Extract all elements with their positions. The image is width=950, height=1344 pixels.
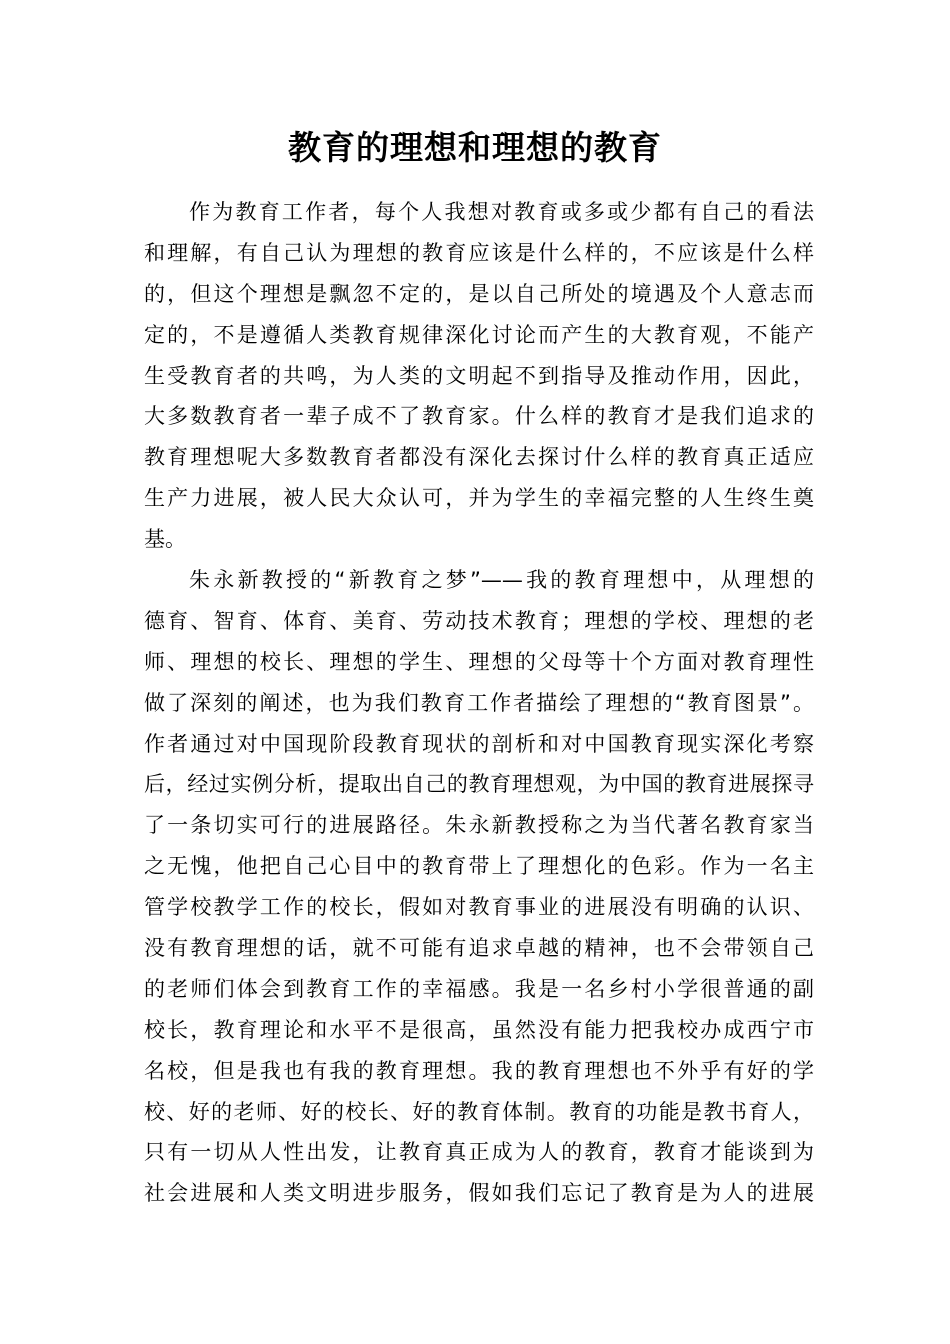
body-line: 作为教育工作者，每个人我想对教育或多或少都有自己的看法 — [189, 200, 814, 224]
body-line: 校、好的老师、好的校长、好的教育体制。教育的功能是教书育人， — [144, 1099, 814, 1124]
body-line: 教育理想呢大多数教育者都没有深化去探讨什么样的教育真正适应 — [144, 445, 814, 470]
body-line: 大多数教育者一辈子成不了教育家。什么样的教育才是我们追求的 — [144, 404, 814, 429]
body-line: 的，但这个理想是飘忽不定的，是以自己所处的境遇及个人意志而 — [144, 281, 814, 306]
body-line: 之无愧，他把自己心目中的教育带上了理想化的色彩。作为一名主 — [144, 854, 814, 879]
body-line: 作者通过对中国现阶段教育现状的剖析和对中国教育现实深化考察 — [144, 731, 814, 756]
body-line: 管学校教学工作的校长，假如对教育事业的进展没有明确的认识、 — [144, 895, 814, 920]
body-line: 名校，但是我也有我的教育理想。我的教育理想也不外乎有好的学 — [144, 1058, 814, 1083]
body-line: 朱永新教授的“新教育之梦”——我的教育理想中，从理想的 — [189, 568, 814, 593]
body-line: 德育、智育、体育、美育、劳动技术教育；理想的学校、理想的老 — [144, 608, 814, 633]
body-line: 后，经过实例分析，提取出自己的教育理想观，为中国的教育进展探寻 — [144, 772, 814, 797]
body-line: 师、理想的校长、理想的学生、理想的父母等十个方面对教育理性 — [144, 649, 814, 674]
body-line: 只有一切从人性出发，让教育真正成为人的教育，教育才能谈到为 — [144, 1140, 814, 1165]
body-line: 生受教育者的共鸣，为人类的文明起不到指导及推动作用，因此， — [144, 363, 814, 388]
body-line: 基。 — [144, 527, 186, 552]
body-line: 的老师们体会到教育工作的幸福感。我是一名乡村小学很普通的副 — [144, 976, 814, 1001]
body-line: 和理解，有自己认为理想的教育应该是什么样的，不应该是什么样 — [144, 240, 814, 265]
body-line: 校长，教育理论和水平不是很高，虽然没有能力把我校办成西宁市 — [144, 1017, 814, 1042]
body-line: 社会进展和人类文明进步服务，假如我们忘记了教育是为人的进展 — [144, 1181, 814, 1206]
document-title: 教育的理想和理想的教育 — [288, 128, 662, 167]
body-line: 定的，不是遵循人类教育规律深化讨论而产生的大教育观，不能产 — [144, 322, 814, 347]
body-line: 没有教育理想的话，就不可能有追求卓越的精神，也不会带领自己 — [144, 936, 814, 961]
document-body — [144, 192, 814, 1214]
body-line: 生产力进展，被人民大众认可，并为学生的幸福完整的人生终生奠 — [144, 486, 814, 511]
body-line: 做了深刻的阐述，也为我们教育工作者描绘了理想的“教育图景”。 — [144, 690, 814, 715]
body-line: 了一条切实可行的进展路径。朱永新教授称之为当代著名教育家当 — [144, 813, 814, 838]
